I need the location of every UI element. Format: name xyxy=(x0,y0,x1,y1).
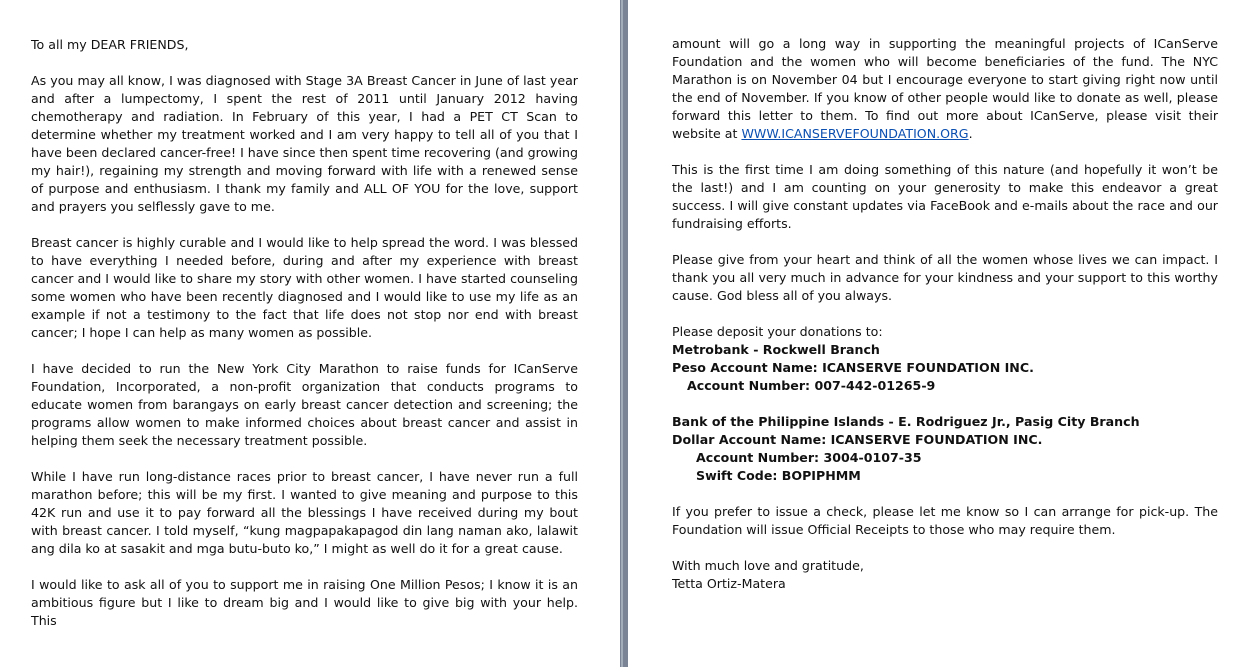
paragraph-check-note: If you prefer to issue a check, please let me know so I can arrange for pick-up. The Foundation will issue Official Receipts to those who may require them. xyxy=(672,504,1218,537)
deposit-intro: Please deposit your donations to: xyxy=(672,324,883,339)
bank1-name: Metrobank - Rockwell Branch xyxy=(672,342,880,357)
paragraph-spread-word: Breast cancer is highly curable and I would like to help spread the word. I was blessed to have everything I needed before, during and after my experience with breast cancer and I would like to share my story with other women. I have started counseling some women who have been recently diagnosed and I would like to use my life as an example if not a testimony to the fact that life does not stop nor end with breast cancer; I hope I can help as many women as possible. xyxy=(31,235,578,340)
paragraph-marathon: I have decided to run the New York City Marathon to raise funds for ICanServe Foundation, Incorporated, a non-profit organization that conducts programs to educate women from barangays on early breast cancer detection and screening; the programs allow women to make informed choices about breast cancer and assist in helping them seek the necessary treatment possible. xyxy=(31,361,578,448)
letter-page-right xyxy=(628,0,1239,667)
paragraph-donation-use xyxy=(672,35,1218,143)
greeting: To all my DEAR FRIENDS, xyxy=(31,37,189,52)
deposit-details xyxy=(672,323,1218,395)
signature: Tetta Ortiz-Matera xyxy=(672,576,786,591)
bank2-account-name: Dollar Account Name: ICANSERVE FOUNDATION INC. xyxy=(672,432,1043,447)
closing: With much love and gratitude, xyxy=(672,558,864,573)
bank1-account-name: Peso Account Name: ICANSERVE FOUNDATION INC. xyxy=(672,360,1034,375)
bank1-account-number: Account Number: 007-442-01265-9 xyxy=(687,378,936,393)
paragraph-fundraising-goal: I would like to ask all of you to support me in raising One Million Pesos; I know it is an ambitious figure but I like to dream big and I would like to give big with your help. This xyxy=(31,577,578,628)
deposit-details-2 xyxy=(672,413,1218,485)
paragraph-first-time: This is the first time I am doing something of this nature (and hopefully it won’t be the last!) and I am counting on your generosity to make this endeavor a great success. I will give constant updates via FaceBook and e-mails about the race and our fundraising efforts. xyxy=(672,162,1218,231)
page-separator-highlight xyxy=(621,0,623,667)
paragraph-first-marathon: While I have run long-distance races prior to breast cancer, I have never run a full marathon before; this will be my first. I wanted to give meaning and purpose to this 42K run and use it to pay forward all the blessings I have received during my bout with breast cancer. I told myself, “kung magpapakapagod din lang naman ako, lalawit ang dila ko at sasakit and mga butu-buto ko,” I might as well do it for a great cause. xyxy=(31,469,578,556)
paragraph-donation-use-text: amount will go a long way in supporting the meaningful projects of ICanServe Foundation and the women who will become beneficiaries of the fund. The NYC Marathon is on November 04 but I encourage everyone to start giving right now until the end of November. If you know of other people would like to donate as well, please forward this letter to them. To find out more about ICanServe, please visit their website at xyxy=(672,36,1218,141)
paragraph-give-from-heart: Please give from your heart and think of all the women whose lives we can impact. I thank you all very much in advance for your kindness and your support to this worthy cause. God bless all of you always. xyxy=(672,252,1218,303)
website-link[interactable]: WWW.ICANSERVEFOUNDATION.ORG xyxy=(741,126,969,141)
paragraph-donation-use-end: . xyxy=(968,126,973,141)
bank2-name: Bank of the Philippine Islands - E. Rodriguez Jr., Pasig City Branch xyxy=(672,414,1140,429)
bank2-account-number: Account Number: 3004-0107-35 xyxy=(696,450,922,465)
paragraph-diagnosis: As you may all know, I was diagnosed with Stage 3A Breast Cancer in June of last year and after a lumpectomy, I spent the rest of 2011 until January 2012 having chemotherapy and radiation. In February of this year, I had a PET CT Scan to determine whether my treatment worked and I am very happy to tell all of you that I have been declared cancer-free! I have since then spent time recovering (and growing my hair!), regaining my strength and moving forward with life with a renewed sense of purpose and enthusiasm. I thank my family and ALL OF YOU for the love, support and prayers you selflessly gave to me. xyxy=(31,73,578,214)
closing-block xyxy=(672,557,1218,593)
bank2-swift-code: Swift Code: BOPIPHMM xyxy=(696,468,861,483)
